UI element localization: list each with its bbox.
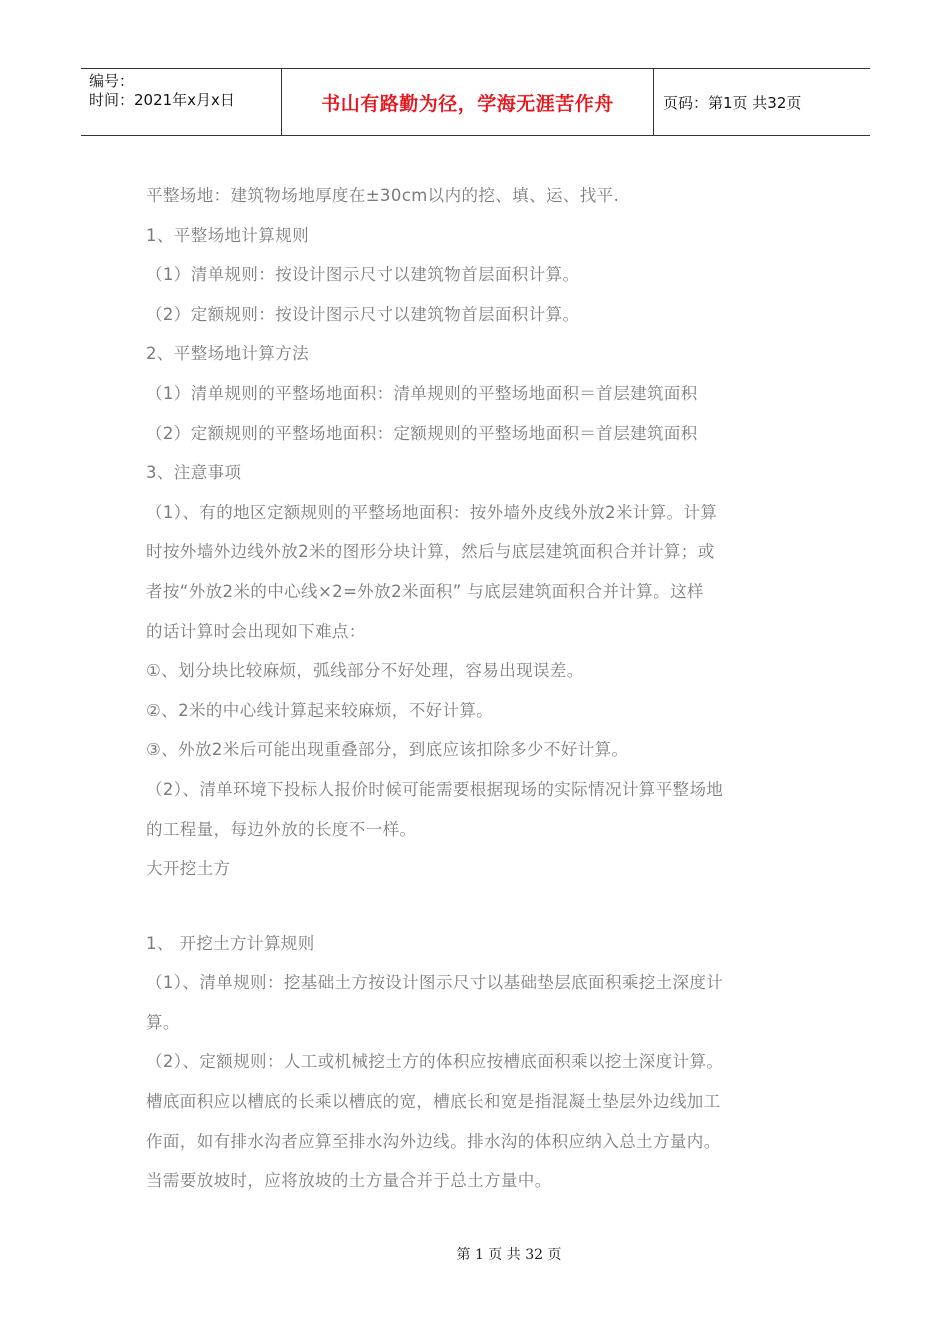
- body-line: ①、划分块比较麻烦，弧线部分不好处理，容易出现误差。: [146, 661, 584, 681]
- document-time-label: 时间：2021年x月x日: [89, 91, 235, 109]
- body-line: （2）、清单环境下投标人报价时候可能需要根据现场的实际情况计算平整场地: [146, 779, 724, 799]
- header-page-code: 页码：第1页 共32页: [663, 93, 802, 112]
- body-line: （1）、清单规则：挖基础土方按设计图示尺寸以基础垫层底面积乘挖土深度计: [146, 973, 724, 993]
- section-heading: 大开挖土方: [146, 859, 231, 879]
- body-line: （2）、定额规则：人工或机械挖土方的体积应按槽底面积乘以挖土深度计算。: [146, 1052, 724, 1072]
- header-motto: 书山有路勤为径，学海无涯苦作舟: [282, 69, 654, 135]
- body-line: （2）定额规则的平整场地面积：定额规则的平整场地面积＝首层建筑面积: [146, 423, 698, 443]
- body-line: 作面，如有排水沟者应算至排水沟外边线。排水沟的体积应纳入总土方量内。: [146, 1131, 721, 1151]
- body-line: 的工程量，每边外放的长度不一样。: [146, 819, 417, 839]
- body-line: 的话计算时会出现如下难点：: [146, 621, 366, 641]
- body-line: 者按“外放2米的中心线×2=外放2米面积” 与底层建筑面积合并计算。这样: [146, 581, 704, 601]
- body-line: （2）定额规则：按设计图示尺寸以建筑物首层面积计算。: [146, 304, 580, 324]
- body-line: （1）清单规则的平整场地面积：清单规则的平整场地面积＝首层建筑面积: [146, 383, 698, 403]
- body-line: 2、平整场地计算方法: [146, 344, 309, 364]
- page-footer: 第 1 页 共 32 页: [456, 1247, 562, 1263]
- body-line: 平整场地：建筑物场地厚度在±30cm以内的挖、填、运、找平.: [146, 186, 620, 205]
- document-number-label: 编号：: [89, 72, 135, 90]
- body-line: ②、2米的中心线计算起来较麻烦，不好计算。: [146, 700, 494, 720]
- body-line: 3、注意事项: [146, 463, 242, 483]
- document-header-table: [81, 68, 870, 136]
- body-line: 当需要放坡时，应将放坡的土方量合并于总土方量中。: [146, 1171, 552, 1191]
- paragraph-gap: [146, 889, 810, 924]
- document-body: [146, 176, 810, 1201]
- body-line: 1、平整场地计算规则: [146, 225, 309, 245]
- body-line: 时按外墙外边线外放2米的图形分块计算，然后与底层建筑面积合并计算；或: [146, 542, 715, 562]
- body-line: 1、 开挖土方计算规则: [146, 933, 315, 953]
- body-line: ③、外放2米后可能出现重叠部分，到底应该扣除多少不好计算。: [146, 740, 629, 760]
- body-line: 槽底面积应以槽底的长乘以槽底的宽，槽底长和宽是指混凝土垫层外边线加工: [146, 1092, 721, 1112]
- body-line: 算。: [146, 1012, 180, 1032]
- body-line: （1）、有的地区定额规则的平整场地面积：按外墙外皮线外放2米计算。计算: [146, 502, 718, 522]
- header-info-cell: [81, 69, 282, 135]
- body-line: （1）清单规则：按设计图示尺寸以建筑物首层面积计算。: [146, 265, 580, 285]
